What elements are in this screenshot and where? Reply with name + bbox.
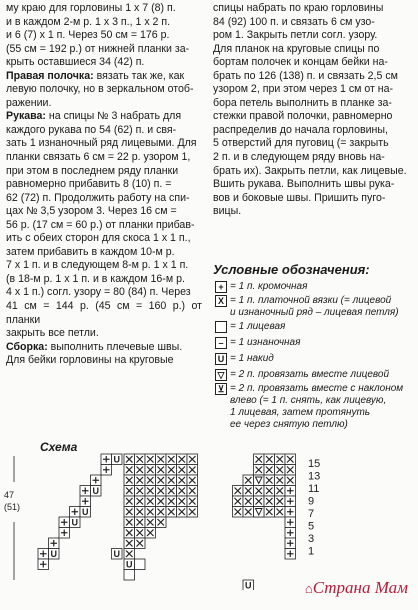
right-shelf-paragraph bbox=[6, 70, 202, 111]
right-shelf-label: Правая полочка: bbox=[6, 69, 94, 82]
yarn-over-icon: U bbox=[92, 486, 99, 497]
plus-box-icon: + bbox=[215, 281, 227, 293]
yarn-over-icon: U bbox=[113, 454, 120, 465]
text-line: каждого рукава по 54 (62) п. и свя- bbox=[6, 123, 177, 136]
right-column-line: спицы набрать по краю горловины bbox=[213, 2, 384, 14]
row-number: 15 bbox=[308, 458, 321, 470]
text-line: вязать так же, как bbox=[93, 69, 185, 82]
size-label: 47 bbox=[4, 490, 15, 500]
text-line: планки связать 6 см = 22 р. узором 1, bbox=[6, 151, 191, 164]
cross-box-icon: X bbox=[215, 295, 227, 307]
legend-item bbox=[213, 383, 413, 431]
legend-item bbox=[213, 335, 413, 351]
text-line: левую полочку, но в зеркальном отоб- bbox=[6, 83, 194, 96]
text-line: цах № 3,5 узором 3. Через 16 см = bbox=[6, 205, 177, 218]
text-line: выполнить плечевые швы. bbox=[47, 340, 183, 353]
sleeves-label: Рукава: bbox=[6, 110, 46, 123]
legend-item bbox=[213, 351, 413, 367]
text-line: зать 1 изнаночный ряд лицевыми. Для bbox=[6, 137, 197, 150]
text-line: закрыть все петли. bbox=[6, 327, 99, 340]
text-line: равномерно прибавить 8 (10) п. = bbox=[6, 178, 172, 191]
yarn-over-icon: U bbox=[126, 559, 133, 570]
text-line: 4 х 1 п.) согл. узору = 80 (84) п. Через bbox=[6, 286, 191, 299]
yarn-over-icon: U bbox=[50, 549, 57, 560]
right-column bbox=[213, 2, 413, 219]
row-number: 9 bbox=[308, 495, 315, 508]
chart-cell bbox=[124, 570, 135, 581]
right-column-line: брать по 126 (138) п. и связать 2,5 см bbox=[213, 69, 398, 82]
legend-item bbox=[213, 319, 413, 335]
left-column-line: и в каждом 2-м р. 1 х 3 п., 1 х 2 п. bbox=[6, 15, 171, 28]
assembly-label: Сборка: bbox=[6, 340, 48, 353]
text-line: 56 р. (17 см = 60 р.) от планки прибав- bbox=[6, 218, 195, 231]
row-number: 13 bbox=[308, 470, 321, 483]
legend-item bbox=[213, 295, 413, 319]
right-column-line: бора петель выполнить в планке за- bbox=[213, 96, 392, 109]
right-column-line: 2 п. и в следующем ряду вновь на- bbox=[213, 151, 385, 164]
legend-text: = 1 изнаночная bbox=[230, 337, 301, 348]
legend-item bbox=[213, 367, 413, 383]
text-line: при этом в последнем ряду планки bbox=[6, 164, 179, 177]
right-column-line: ром 1. Закрыть петли согл. узору. bbox=[213, 29, 378, 42]
chart-title: Схема bbox=[40, 440, 78, 454]
right-column-line: вов и боковые швы. Пришить пуго- bbox=[213, 191, 386, 204]
left-column-text bbox=[6, 2, 202, 70]
left-column bbox=[6, 2, 202, 368]
right-column-line: брать их). Закрыть петли, как лицевые. bbox=[213, 164, 407, 177]
dash-box-icon: – bbox=[215, 337, 227, 349]
legend-text: = 1 п. кромочная bbox=[230, 281, 308, 292]
text-line: ить с обеих сторон для скоса 1 х 1 п., bbox=[6, 232, 191, 245]
yarn-over-icon: U bbox=[82, 507, 89, 518]
ssk-icon: ⊻ bbox=[215, 383, 227, 395]
text-line: 62 (72) п. Продолжить работу на спи- bbox=[6, 191, 190, 204]
assembly-paragraph bbox=[6, 341, 202, 368]
text-line: 7 х 1 п. и в следующем 8-м р. 1 х 1 п. bbox=[6, 259, 189, 272]
right-column-line: бортам полочек и концам бейки на- bbox=[213, 56, 388, 69]
yarn-over-icon: U bbox=[245, 580, 252, 590]
knitting-chart bbox=[0, 440, 418, 590]
legend-text: = 2 п. провязать вместе лицевой bbox=[230, 369, 390, 380]
right-column-line: распределив до начала горловины, bbox=[213, 123, 388, 136]
right-column-text bbox=[213, 2, 413, 219]
right-column-line: 5 отверстий для пуговиц (= закрыть bbox=[213, 137, 389, 150]
left-column-line: и 6 (7) х 1 п. Через 50 см = 176 р. bbox=[6, 29, 170, 42]
yarn-over-icon: U bbox=[215, 353, 227, 365]
left-column-line: (55 см = 192 р.) от нижней планки за- bbox=[6, 42, 190, 55]
row-number: 3 bbox=[308, 533, 315, 545]
watermark bbox=[305, 578, 408, 598]
size-label: (51) bbox=[4, 502, 21, 512]
legend bbox=[213, 279, 413, 431]
right-column-line: вицы. bbox=[213, 205, 242, 218]
text-line: 41 см = 144 р. (45 см = 160 р.) от планки bbox=[6, 300, 202, 326]
left-column-line: му краю для горловины 1 х 7 (8) п. bbox=[6, 2, 176, 14]
row-number: 11 bbox=[308, 483, 320, 495]
right-column-line: Для планок на круговые спицы по bbox=[213, 42, 380, 55]
legend-text: = 2 п. провязать вместе с наклоном влево (= 1 п. снять, как лицевую, 1 лицевая, затем протянуть ее через снятую петлю) bbox=[230, 383, 404, 430]
right-column-line: 84 (92) 100 п. и связать 6 см узо- bbox=[213, 15, 375, 28]
text-line: Для бейки горловины на круговые bbox=[6, 354, 174, 367]
text-line: (в 18-м р. 1 х 1 п. и в каждом 16-м р. bbox=[6, 272, 185, 285]
right-column-line: узором 2, при этом через 1 см от на- bbox=[213, 83, 394, 96]
sleeves-text bbox=[6, 110, 202, 339]
right-column-line: стежки правой полочки, равномерно bbox=[213, 110, 393, 123]
sleeves-paragraph bbox=[6, 110, 202, 340]
text-line: на спицы № 3 набрать для bbox=[45, 110, 182, 123]
yarn-over-icon: U bbox=[71, 517, 78, 528]
legend-title: Условные обозначения: bbox=[213, 262, 370, 277]
row-number: 5 bbox=[308, 520, 315, 533]
watermark-text: Страна Мам bbox=[312, 578, 408, 597]
left-column-line: крыть оставшиеся 34 (42) п. bbox=[6, 56, 145, 69]
row-number: 1 bbox=[308, 545, 315, 558]
legend-text: = 1 лицевая bbox=[230, 321, 286, 332]
legend-text: = 1 накид bbox=[230, 353, 274, 364]
k2tog-icon: ▽ bbox=[215, 369, 227, 381]
empty-box-icon bbox=[215, 321, 227, 333]
row-number: 7 bbox=[308, 508, 315, 520]
right-column-line: Вшить рукава. Выполнить швы рука- bbox=[213, 178, 395, 191]
legend-text: = 1 п. платочной вязки (= лицевой и изнаночный ряд – лицевая петля) bbox=[230, 295, 399, 318]
house-icon: ⌂ bbox=[304, 581, 313, 596]
yarn-over-icon: U bbox=[113, 549, 120, 560]
text-line: затем прибавить в каждом 10-м р. bbox=[6, 245, 175, 258]
legend-item bbox=[213, 279, 413, 295]
chart-cell bbox=[135, 559, 146, 570]
text-line: ражении. bbox=[6, 96, 52, 109]
